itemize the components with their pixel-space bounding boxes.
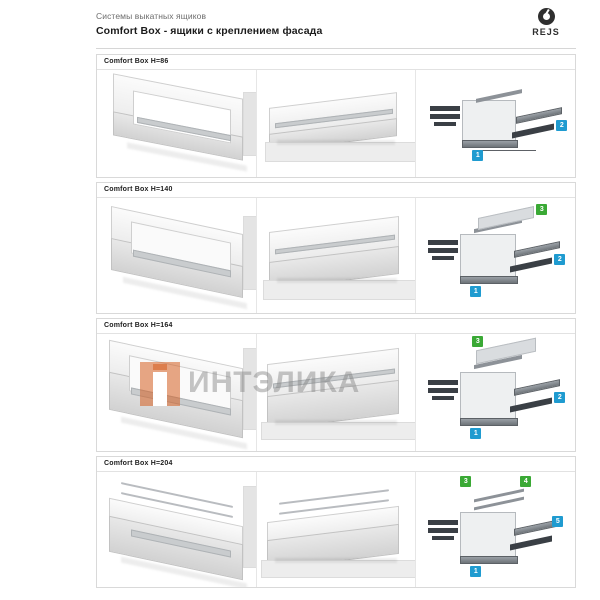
callout-badge-1: 1 [470,566,481,577]
drawer-illustration [257,198,416,313]
section-body [97,198,575,313]
header-subtitle: Системы выкатных ящиков [96,11,207,21]
exploded-diagram [416,472,575,587]
section-body [97,472,575,587]
callout-badge-2: 2 [554,392,565,403]
section-label: Comfort Box H=86 [97,55,575,70]
rejs-circle-icon [538,8,555,25]
technical-exploded-drawing [415,198,575,313]
callout-badge-2: 2 [554,254,565,265]
callout-badge-3: 3 [472,336,483,347]
callout-badge-3: 3 [536,204,547,215]
exploded-diagram [416,198,575,313]
page-title: Comfort Box - ящики с креплением фасада [96,25,323,37]
technical-exploded-drawing [415,334,575,451]
header-divider [96,48,576,49]
callout-badge-3: 3 [460,476,471,487]
exploded-diagram [416,70,575,177]
section-body [97,334,575,451]
photo-open-drawer [97,198,256,313]
technical-exploded-drawing [415,472,575,587]
section-label: Comfort Box H=164 [97,319,575,334]
section-label: Comfort Box H=140 [97,183,575,198]
page-header [96,10,576,48]
photo-drawer-front [256,334,416,451]
drawer-illustration [257,334,416,451]
section-comfort-box-h140 [96,182,576,314]
callout-badge-4: 4 [520,476,531,487]
brand-logo [516,8,576,37]
photo-drawer-front [256,70,416,177]
callout-badge-5: 5 [552,516,563,527]
drawer-illustration [97,472,256,587]
photo-open-drawer [97,70,256,177]
photo-drawer-front [256,472,416,587]
callout-badge-1: 1 [472,150,483,161]
callout-badge-1: 1 [470,286,481,297]
section-label: Comfort Box H=204 [97,457,575,472]
photo-open-drawer [97,472,256,587]
exploded-diagram [416,334,575,451]
drawer-illustration [97,70,256,177]
photo-drawer-front [256,198,416,313]
section-body [97,70,575,177]
drawer-illustration [97,198,256,313]
drawer-illustration [97,334,256,451]
watermark-text: ИНТЭЛИКА [188,366,361,399]
section-comfort-box-h204 [96,456,576,588]
callout-badge-2: 2 [556,120,567,131]
photo-open-drawer [97,334,256,451]
technical-exploded-drawing [415,70,575,177]
logo-text: REJS [532,27,560,37]
drawer-illustration [257,70,416,177]
section-comfort-box-h164 [96,318,576,452]
section-comfort-box-h86 [96,54,576,178]
drawer-illustration [257,472,416,587]
callout-badge-1: 1 [470,428,481,439]
